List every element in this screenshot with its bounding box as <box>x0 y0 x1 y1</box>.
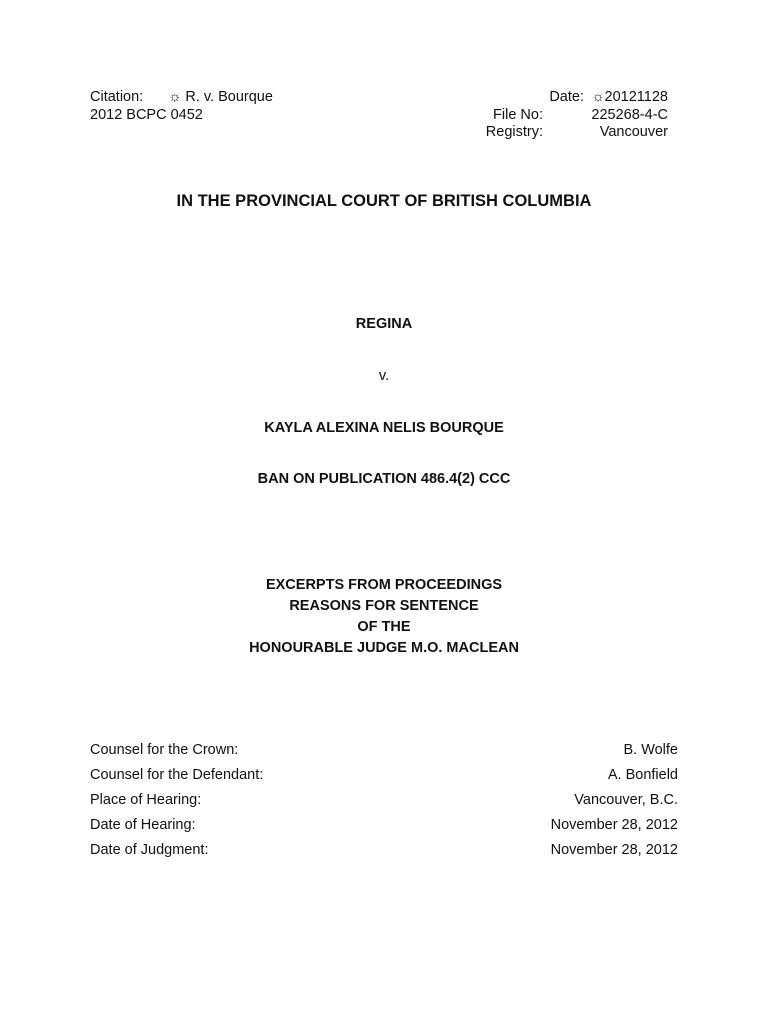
hearing-details <box>90 742 678 867</box>
counsel-defendant-row <box>90 767 678 792</box>
date-of-hearing-row <box>90 817 678 842</box>
versus: v. <box>378 368 390 384</box>
reasons-heading-line: EXCERPTS FROM PROCEEDINGS <box>265 577 503 593</box>
reasons-heading-line: OF THE <box>357 619 411 635</box>
detail-value: A. Bonfield <box>607 767 678 783</box>
detail-value: November 28, 2012 <box>550 842 678 858</box>
detail-value: Vancouver, B.C. <box>574 792 678 808</box>
date-label: Date: <box>549 89 584 105</box>
date-of-judgment-row <box>90 842 678 867</box>
detail-label: Place of Hearing: <box>90 792 202 808</box>
detail-label: Date of Hearing: <box>90 817 196 833</box>
reasons-heading <box>0 575 768 659</box>
date-value: ☼20121128 <box>591 89 668 105</box>
party-accused: KAYLA ALEXINA NELIS BOURQUE <box>264 420 504 436</box>
detail-label: Counsel for the Defendant: <box>90 767 264 783</box>
citation-neutral: 2012 BCPC 0452 <box>90 107 203 123</box>
case-metadata <box>450 89 668 142</box>
place-of-hearing-row <box>90 792 678 817</box>
registry-value: Vancouver <box>599 124 668 140</box>
file-value: 225268-4-C <box>591 106 668 123</box>
citation-value: ☼ R. v. Bourque <box>168 89 273 105</box>
date-row <box>450 89 668 107</box>
reasons-heading-line: HONOURABLE JUDGE M.O. MACLEAN <box>249 640 519 656</box>
detail-value: B. Wolfe <box>623 742 678 758</box>
registry-label: Registry: <box>485 124 543 140</box>
citation-label: Citation: <box>90 89 144 105</box>
file-row <box>450 107 668 125</box>
detail-value: November 28, 2012 <box>550 817 678 833</box>
registry-row <box>450 124 668 142</box>
publication-ban: BAN ON PUBLICATION 486.4(2) CCC <box>257 471 511 487</box>
party-crown: REGINA <box>355 316 413 332</box>
court-title: IN THE PROVINCIAL COURT OF BRITISH COLUMBIA <box>176 192 592 210</box>
detail-label: Date of Judgment: <box>90 842 209 858</box>
detail-label: Counsel for the Crown: <box>90 742 239 758</box>
counsel-crown-row <box>90 742 678 767</box>
reasons-heading-line: REASONS FOR SENTENCE <box>289 598 479 614</box>
file-label: File No: <box>493 106 543 123</box>
